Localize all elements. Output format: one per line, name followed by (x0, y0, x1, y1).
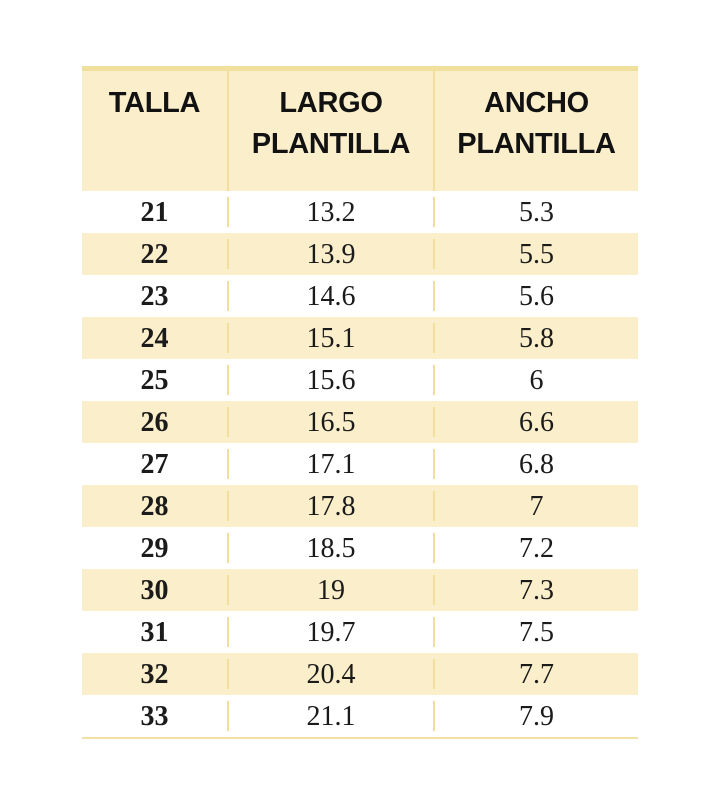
table-row (82, 695, 638, 737)
cell-talla: 25 (140, 365, 169, 396)
cell-talla: 22 (140, 239, 169, 270)
column-header-largo-plantilla: LARGO PLANTILLA (227, 71, 433, 191)
cell-largo: 18.5 (227, 533, 433, 563)
table-row (82, 359, 638, 401)
cell-talla: 29 (140, 533, 169, 564)
size-table (82, 66, 638, 739)
cell-talla: 28 (140, 491, 169, 522)
cell-largo: 17.1 (227, 449, 433, 479)
cell-talla: 27 (140, 449, 169, 480)
cell-ancho: 5.8 (433, 323, 638, 353)
cell-ancho: 5.6 (433, 281, 638, 311)
cell-talla: 21 (140, 197, 169, 228)
cell-largo: 15.1 (227, 323, 433, 353)
cell-talla: 32 (140, 659, 169, 690)
cell-largo: 19.7 (227, 617, 433, 647)
table-header-row (82, 71, 638, 191)
table-row (82, 569, 638, 611)
table-row (82, 443, 638, 485)
column-header-ancho-plantilla: ANCHO PLANTILLA (433, 71, 638, 191)
cell-largo: 14.6 (227, 281, 433, 311)
cell-largo: 13.9 (227, 239, 433, 269)
cell-talla: 31 (140, 617, 169, 648)
table-row (82, 527, 638, 569)
cell-ancho: 7 (433, 491, 638, 521)
cell-largo: 19 (227, 575, 433, 605)
cell-ancho: 5.3 (433, 197, 638, 227)
cell-talla: 24 (140, 323, 169, 354)
table-row (82, 653, 638, 695)
cell-talla: 30 (140, 575, 169, 606)
cell-largo: 17.8 (227, 491, 433, 521)
cell-ancho: 5.5 (433, 239, 638, 269)
cell-largo: 21.1 (227, 701, 433, 731)
cell-ancho: 7.7 (433, 659, 638, 689)
cell-ancho: 7.2 (433, 533, 638, 563)
cell-ancho: 7.9 (433, 701, 638, 731)
cell-ancho: 7.3 (433, 575, 638, 605)
cell-ancho: 7.5 (433, 617, 638, 647)
cell-talla: 23 (140, 281, 169, 312)
cell-ancho: 6.6 (433, 407, 638, 437)
table-row (82, 191, 638, 233)
cell-largo: 20.4 (227, 659, 433, 689)
table-row (82, 233, 638, 275)
table-row (82, 317, 638, 359)
table-row (82, 401, 638, 443)
cell-largo: 13.2 (227, 197, 433, 227)
cell-talla: 33 (140, 701, 169, 732)
table-row (82, 611, 638, 653)
cell-ancho: 6 (433, 365, 638, 395)
table-row (82, 485, 638, 527)
table-row (82, 275, 638, 317)
column-header-talla: TALLA (108, 87, 201, 119)
cell-ancho: 6.8 (433, 449, 638, 479)
cell-largo: 16.5 (227, 407, 433, 437)
cell-largo: 15.6 (227, 365, 433, 395)
cell-talla: 26 (140, 407, 169, 438)
